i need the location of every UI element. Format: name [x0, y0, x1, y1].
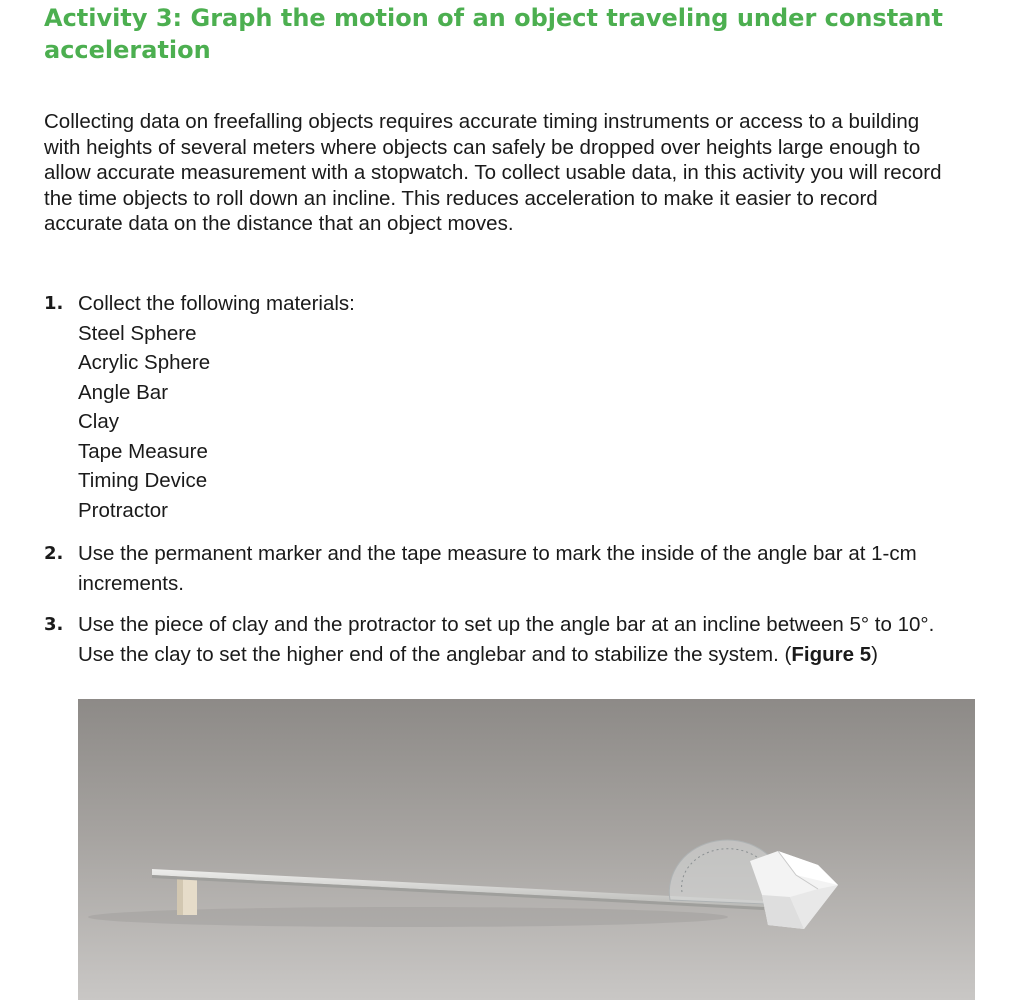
- step-3: [44, 610, 944, 669]
- intro-paragraph: Collecting data on freefalling objects requires accurate timing instruments or access to a building with heights of several meters where objects can safely be dropped over heights large enough to allow accurate measurement with a stopwatch. To collect usable data, in this activity you will record the time objects to roll down an incline. This reduces acceleration to make it easier to record accurate data on the distance that an object moves.: [44, 110, 942, 235]
- step-number: 2.: [44, 543, 64, 564]
- figure-reference: Figure 5: [791, 642, 872, 666]
- material-item: Tape Measure: [78, 439, 208, 463]
- photo-background: [78, 699, 975, 1000]
- support-block-icon: [177, 875, 197, 915]
- figure-5-photo: [78, 699, 975, 1000]
- step-2: [44, 539, 944, 598]
- step-text: Collect the following materials:: [78, 292, 355, 315]
- material-item: Angle Bar: [78, 380, 169, 404]
- activity-heading: [44, 2, 944, 66]
- material-item: Timing Device: [78, 469, 208, 492]
- step-text-end: ): [871, 642, 878, 666]
- material-item: Protractor: [78, 498, 168, 522]
- activity-heading-line-1: Activity 3: Graph the motion of an object traveling under constant: [44, 4, 943, 32]
- step-text: Use the permanent marker and the tape measure to mark the inside of the angle bar at 1-cm increments.: [78, 542, 917, 595]
- materials-list: [78, 319, 944, 526]
- activity-heading-line-2: acceleration: [44, 36, 211, 64]
- step-number: 1.: [44, 293, 64, 314]
- step-number: 3.: [44, 614, 64, 635]
- material-item: Clay: [78, 410, 120, 433]
- material-item: Steel Sphere: [78, 321, 197, 345]
- step-text-main: Use the piece of clay and the protractor to set up the angle bar at an incline between 5° to 10°. Use the clay to set the higher end of the anglebar and to stabilize the system. (: [78, 613, 935, 666]
- step-text: [78, 610, 944, 669]
- step-1: [44, 289, 944, 525]
- material-item: Acrylic Sphere: [78, 351, 211, 374]
